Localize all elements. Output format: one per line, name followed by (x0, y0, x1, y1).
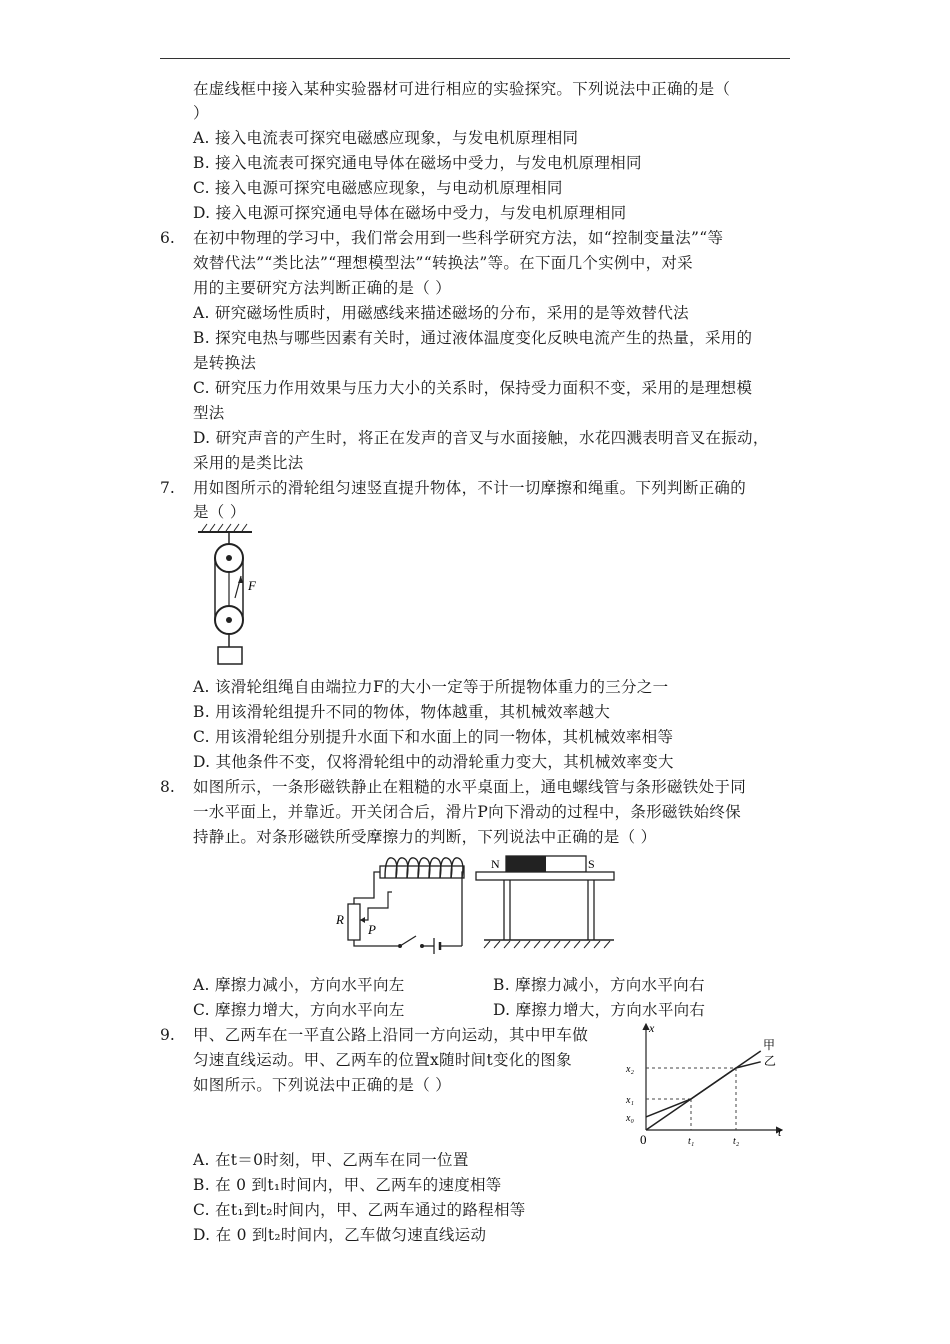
force-f-label: F (248, 578, 256, 593)
y-axis-label: x (649, 1021, 655, 1035)
q5-stem-line-1: 在虚线框中接入某种实验器材可进行相应的实验探究。下列说法中正确的是（ (193, 80, 731, 98)
q9-stem-line-3: 如图所示。下列说法中正确的是（ ） (193, 1076, 452, 1094)
q7-stem-line-1: 用如图所示的滑轮组匀速竖直提升物体，不计一切摩擦和绳重。下列判断正确的 (193, 479, 747, 497)
header-rule (160, 58, 790, 59)
q5-option-c: C. 接入电源可探究电磁感应现象，与电动机原理相同 (193, 179, 563, 197)
q6-number: 6. (160, 229, 175, 247)
q9-stem-line-2: 匀速直线运动。甲、乙两车的位置x随时间t变化的图象 (193, 1051, 572, 1069)
series-line-yi (646, 1062, 761, 1117)
q6-stem-line-2: 效替代法”“类比法”“理想模型法”“转换法”等。在下面几个实例中，对采 (193, 254, 693, 272)
slider-p-label: P (368, 922, 376, 937)
q7-option-b: B. 用该滑轮组提升不同的物体，物体越重，其机械效率越大 (193, 703, 611, 721)
rheostat-r-label: R (336, 912, 344, 927)
y-tick-label: x₀ (626, 1112, 634, 1124)
series-label-yi: 乙 (763, 1053, 776, 1068)
q8-number: 8. (160, 778, 175, 796)
q8-stem-line-2: 一水平面上，并靠近。开关闭合后，滑片P向下滑动的过程中，条形磁铁始终保 (193, 803, 741, 821)
q9-option-a: A. 在t＝0时刻，甲、乙两车在同一位置 (193, 1151, 469, 1169)
q5-option-b: B. 接入电流表可探究通电导体在磁场中受力，与发电机原理相同 (193, 154, 642, 172)
x-axis-label: t (778, 1125, 782, 1139)
magnet-n-label: N (491, 857, 500, 871)
q8-option-a: A. 摩擦力减小，方向水平向左 (193, 976, 405, 994)
q6-option-b: B. 探究电热与哪些因素有关时，通过液体温度变化反映电流产生的热量，采用的 (193, 329, 753, 347)
q6-option-b-cont: 是转换法 (193, 354, 257, 372)
x-tick-label: t₂ (733, 1136, 740, 1147)
pulley-figure (192, 520, 282, 670)
q6-option-d-cont: 采用的是类比法 (193, 454, 304, 472)
magnet-s-label: S (588, 857, 595, 871)
q6-option-c: C. 研究压力作用效果与压力大小的关系时，保持受力面积不变，采用的是理想模 (193, 379, 753, 397)
y-tick-label: x₁ (626, 1095, 634, 1106)
solenoid-magnet-figure (330, 848, 620, 958)
q9-stem-line-1: 甲、乙两车在一平直公路上沿同一方向运动，其中甲车做 (193, 1026, 589, 1044)
q7-option-d: D. 其他条件不变，仅将滑轮组中的动滑轮重力变大，其机械效率变大 (193, 753, 674, 771)
q7-option-c: C. 用该滑轮组分别提升水面下和水面上的同一物体，其机械效率相等 (193, 728, 674, 746)
q9-option-d: D. 在 0 到t₂时间内，乙车做匀速直线运动 (193, 1226, 487, 1244)
q8-option-d: D. 摩擦力增大，方向水平向右 (493, 1001, 706, 1019)
q7-number: 7. (160, 479, 175, 497)
q5-option-d: D. 接入电源可探究通电导体在磁场中受力，与发电机原理相同 (193, 204, 627, 222)
q7-option-a: A. 该滑轮组绳自由端拉力F的大小一定等于所提物体重力的三分之一 (193, 678, 669, 696)
q6-option-c-cont: 型法 (193, 404, 225, 422)
q8-option-c: C. 摩擦力增大，方向水平向左 (193, 1001, 405, 1019)
series-label-jia: 甲 (763, 1037, 776, 1052)
q9-number: 9. (160, 1026, 175, 1044)
q7-stem-line-2: 是（ ） (193, 503, 246, 521)
q9-option-b: B. 在 0 到t₁时间内，甲、乙两车的速度相等 (193, 1176, 502, 1194)
q9-option-c: C. 在t₁到t₂时间内，甲、乙两车通过的路程相等 (193, 1201, 526, 1219)
q6-option-d: D. 研究声音的产生时，将正在发声的音叉与水面接触，水花四溅表明音叉在振动， (193, 429, 769, 447)
q6-stem-line-1: 在初中物理的学习中，我们常会用到一些科学研究方法，如“控制变量法”“等 (193, 229, 724, 247)
q8-stem-line-3: 持静止。对条形磁铁所受摩擦力的判断，下列说法中正确的是（ ） (193, 828, 657, 846)
x-tick-label: t₁ (688, 1136, 695, 1147)
q6-option-a: A. 研究磁场性质时，用磁感线来描述磁场的分布，采用的是等效替代法 (193, 304, 689, 322)
q5-option-a: A. 接入电流表可探究电磁感应现象，与发电机原理相同 (193, 129, 579, 147)
position-time-chart (620, 1018, 790, 1150)
y-tick-label: x₂ (626, 1064, 634, 1075)
x-tick-label: 0 (640, 1132, 647, 1147)
q8-stem-line-1: 如图所示，一条形磁铁静止在粗糙的水平桌面上，通电螺线管与条形磁铁处于同 (193, 778, 747, 796)
q6-stem-line-3: 用的主要研究方法判断正确的是（ ） (193, 279, 452, 297)
q8-option-b: B. 摩擦力减小，方向水平向右 (493, 976, 705, 994)
q5-stem-line-2: ） (193, 104, 209, 122)
